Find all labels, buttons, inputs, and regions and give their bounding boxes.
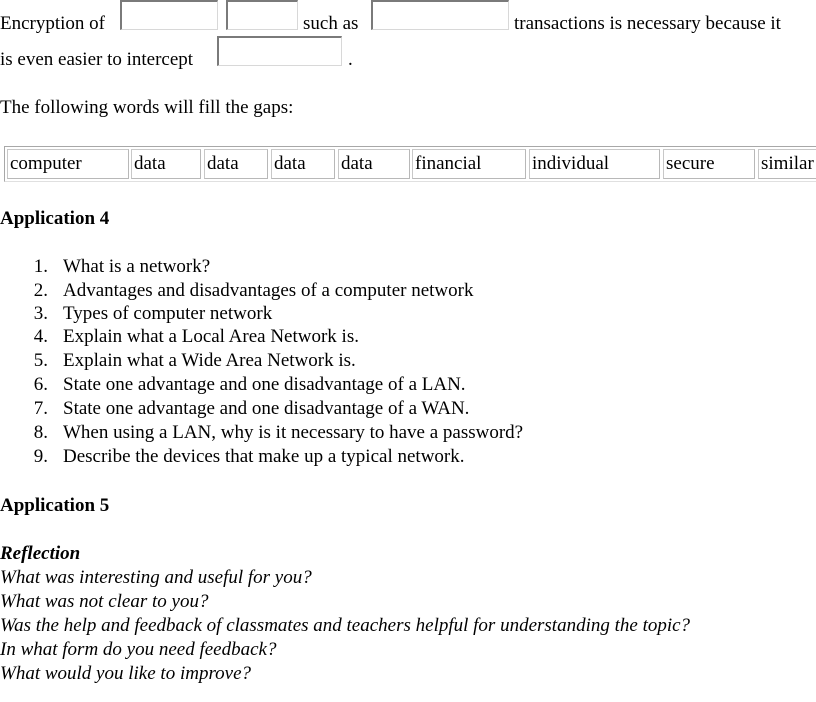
word-tile[interactable]: data: [131, 149, 201, 179]
question-number: 3.: [33, 303, 48, 324]
question-number: 7.: [33, 398, 48, 419]
question-number: 9.: [33, 446, 48, 467]
gap-blank-3[interactable]: [371, 0, 509, 30]
gap-blank-1[interactable]: [120, 0, 218, 30]
sentence-segment-3: transactions is necessary because it: [514, 13, 781, 34]
question-text: Types of computer network: [63, 303, 273, 324]
reflection-question: What would you like to improve?: [0, 663, 251, 684]
reflection-heading: Reflection: [0, 543, 81, 564]
sentence-segment-5: .: [348, 49, 353, 70]
question-text: Explain what a Local Area Network is.: [63, 326, 359, 347]
question-text: Advantages and disadvantages of a computer network: [63, 280, 474, 301]
question-number: 4.: [33, 326, 48, 347]
question-text: Explain what a Wide Area Network is.: [63, 350, 356, 371]
question-text: State one advantage and one disadvantage of a WAN.: [63, 398, 470, 419]
question-text: When using a LAN, why is it necessary to have a password?: [63, 422, 524, 443]
word-tile[interactable]: financial: [412, 149, 526, 179]
sentence-segment-4: is even easier to intercept: [0, 49, 194, 70]
question-text: State one advantage and one disadvantage of a LAN.: [63, 374, 466, 395]
reflection-question: In what form do you need feedback?: [0, 639, 277, 660]
question-number: 2.: [33, 280, 48, 301]
application-4-heading: Application 4: [0, 208, 110, 229]
question-number: 8.: [33, 422, 48, 443]
word-tile[interactable]: secure: [663, 149, 755, 179]
question-number: 6.: [33, 374, 48, 395]
word-tile[interactable]: data: [271, 149, 335, 179]
application-5-heading: Application 5: [0, 495, 110, 516]
word-tile[interactable]: similar: [758, 149, 816, 179]
gap-blank-4[interactable]: [217, 36, 342, 66]
question-number: 1.: [33, 256, 48, 277]
word-bank-intro: The following words will fill the gaps:: [0, 97, 294, 118]
question-text: What is a network?: [63, 256, 211, 277]
word-tile[interactable]: individual: [529, 149, 660, 179]
question-text: Describe the devices that make up a typical network.: [63, 446, 465, 467]
reflection-question: What was not clear to you?: [0, 591, 209, 612]
word-tile[interactable]: data: [204, 149, 268, 179]
reflection-question: Was the help and feedback of classmates and teachers helpful for understanding the topic?: [0, 615, 691, 636]
word-tile[interactable]: computer: [7, 149, 129, 179]
word-tile[interactable]: data: [338, 149, 410, 179]
question-number: 5.: [33, 350, 48, 371]
sentence-segment-2: such as: [303, 13, 359, 34]
reflection-question: What was interesting and useful for you?: [0, 567, 312, 588]
gap-blank-2[interactable]: [226, 0, 298, 30]
sentence-segment-1: Encryption of: [0, 13, 106, 34]
